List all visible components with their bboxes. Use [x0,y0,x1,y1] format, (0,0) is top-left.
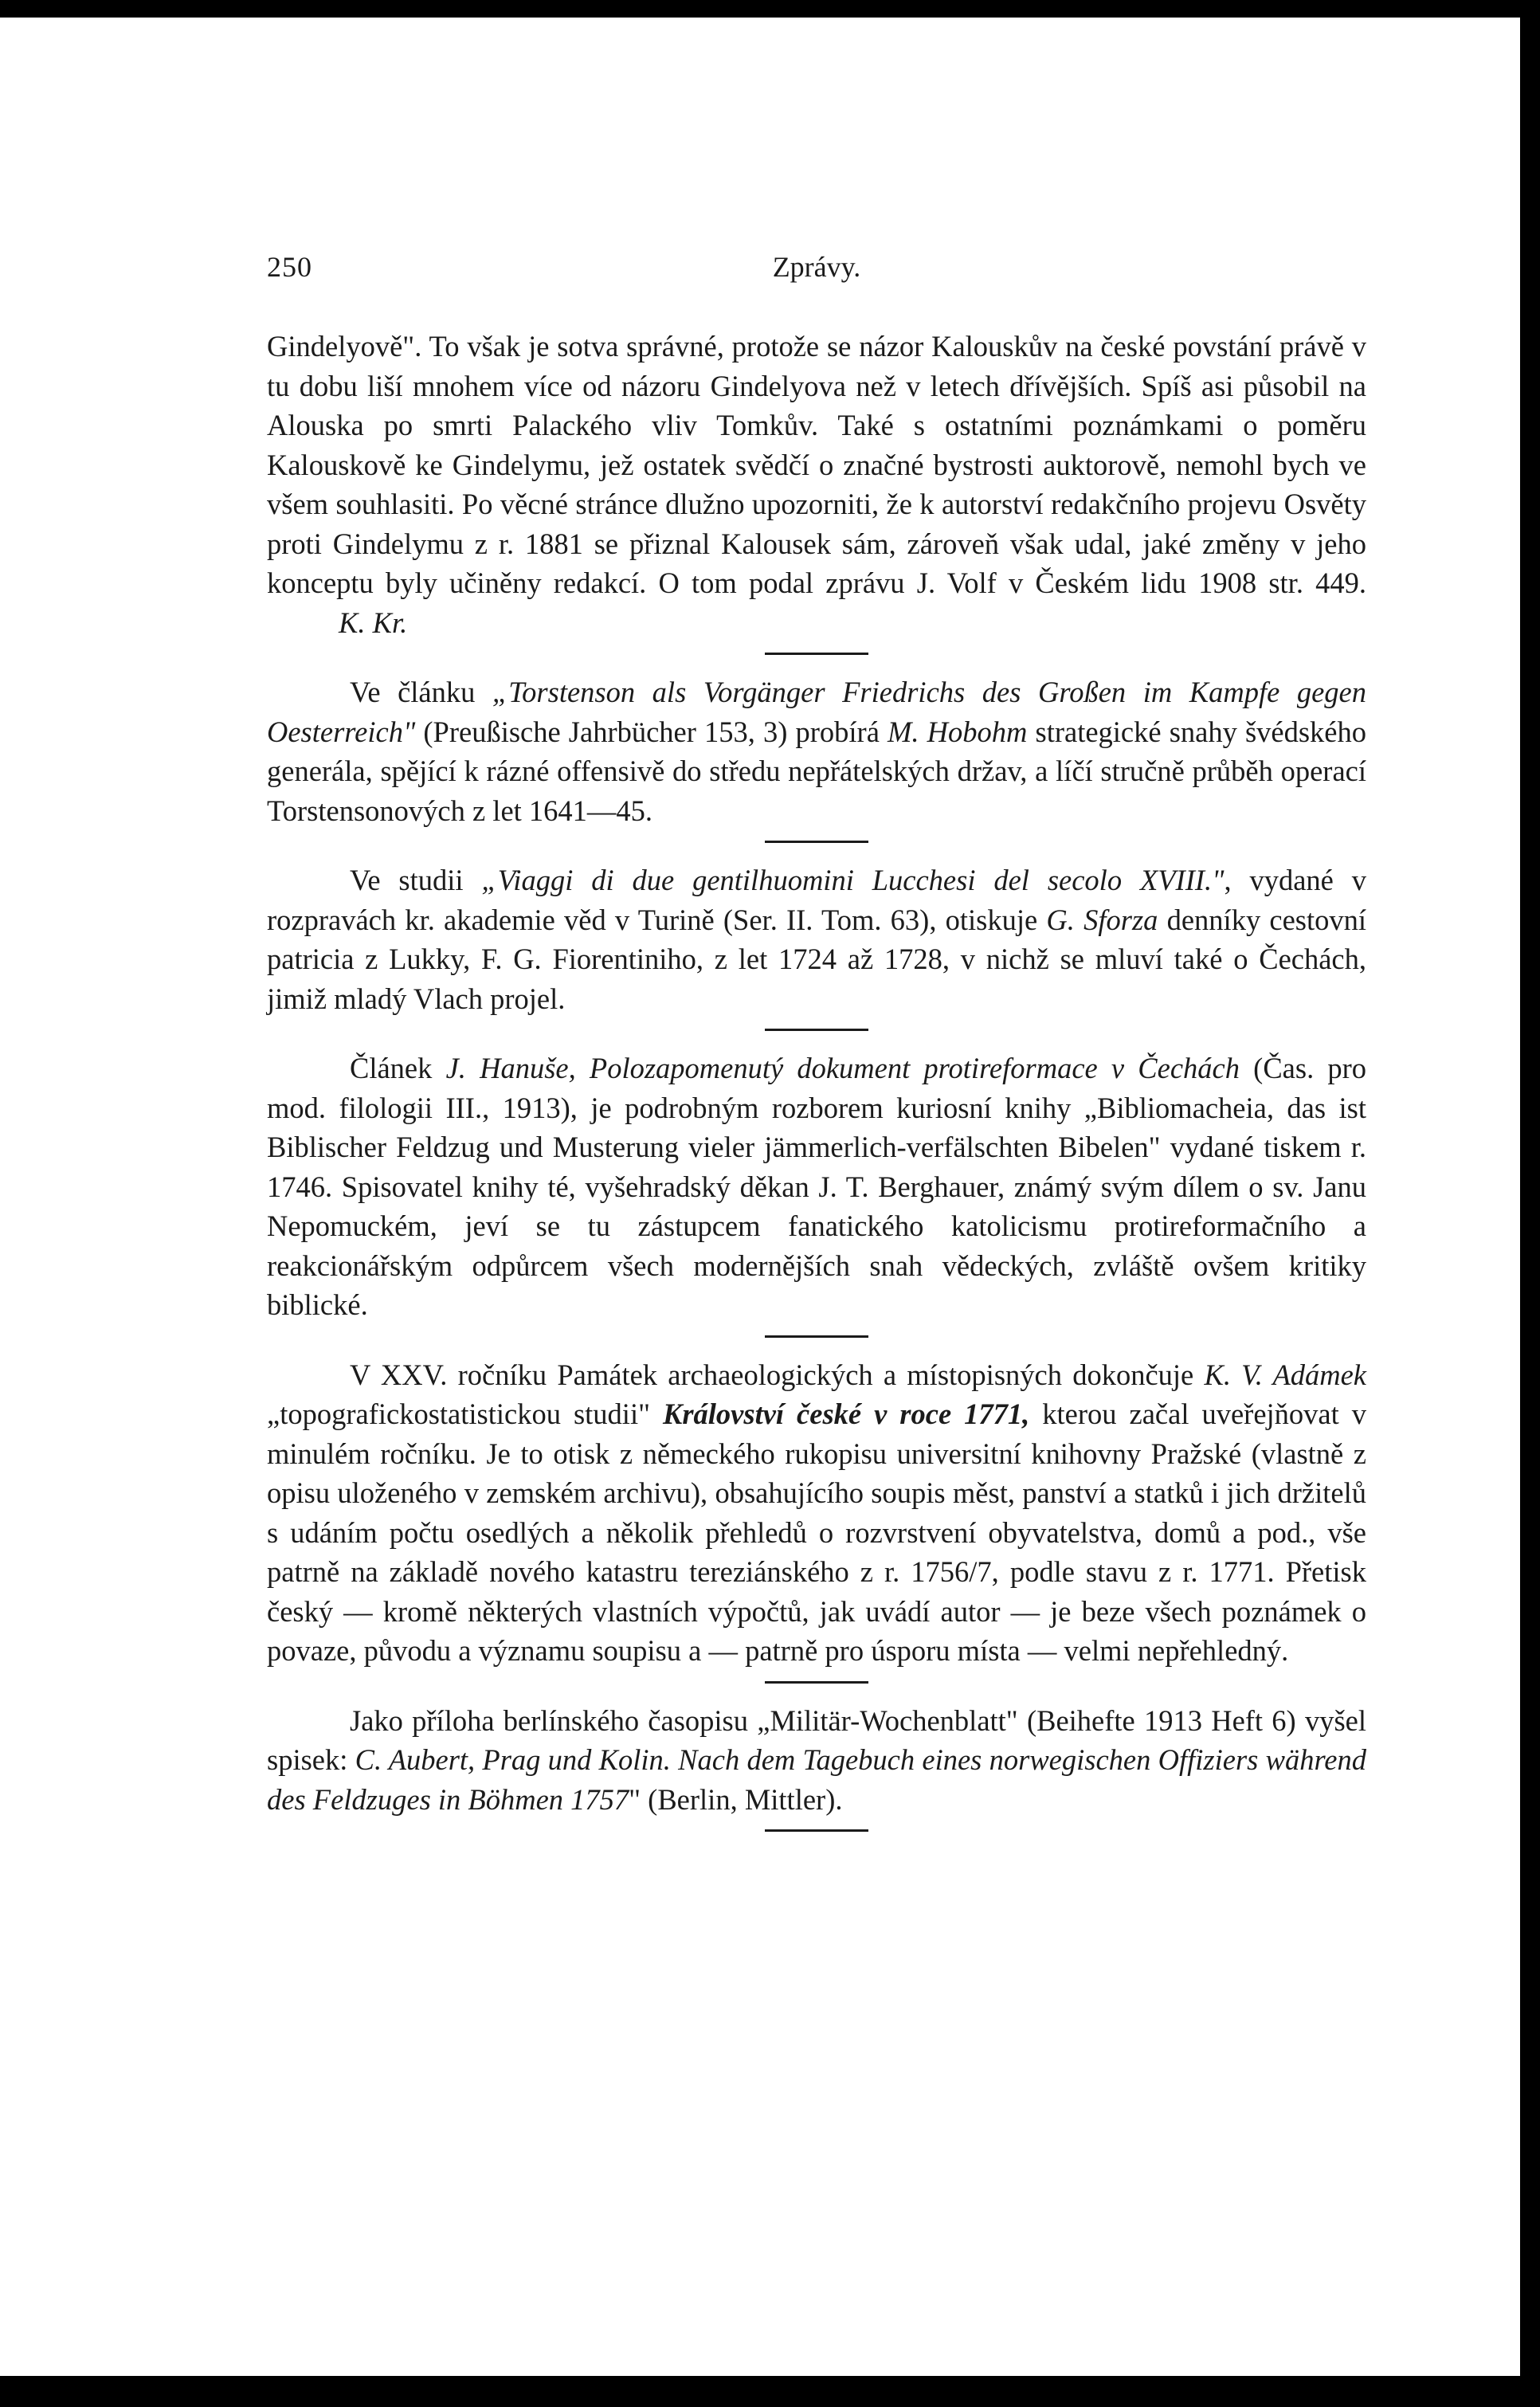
paragraph-viaggi [267,860,1366,1018]
separator-rule [765,1029,868,1031]
author-name: K. V. Adámek [1204,1358,1366,1391]
separator-rule [765,1681,868,1684]
text: V XXV. ročníku Památek archaeologických a místopisných dokončuje [350,1358,1194,1391]
text: Článek [350,1052,433,1084]
author-name: M. Hobohm [888,715,1028,748]
paragraph-text: Gindelyově". To však je sotva správné, protože se názor Kalouskův na české povstání právě v tu dobu liší mnohem více od názoru Gindelyova než v letech dřívějších. Spíš asi působil na Alouska po smrti Palackého vliv Tomkův. Také s ostatními poznámkami o poměru Kalouskově ke Gindelymu, jež ostatek svědčí o značné bystrosti auktorově, nemohl bych ve všem souhlasiti. Po věcné stránce dlužno upozorniti, že k autorství redakčního projevu Osvěty proti Gindelymu z r. 1881 se přiznal Kalousek sám, zároveň však udal, jaké změny v jeho konceptu byly učiněny redakcí. O tom podal zprávu J. Volf v Českém lidu 1908 str. 449. [267,330,1366,599]
text: Ve studii [350,864,464,896]
paragraph-adamek [267,1355,1366,1671]
text: Ve článku [350,676,476,708]
text: strategické snahy švédského generála, spějící k rázné offensivě do středu nepřátelských držav, a líčí stručně průběh operací Torstensonových z let 1641—45. [267,715,1367,827]
text: „topografickostatistickou studii" [267,1398,650,1430]
article-title: J. Hanuše, Polozapomenutý dokument protireformace v Čechách [445,1052,1240,1084]
separator-rule [765,841,868,843]
text: Jako příloha berlínského časopisu „Militär-Wochenblatt" (Beihefte 1913 Heft 6) vyšel spisek: [267,1703,1366,1776]
section-title: Zprávy. [772,251,861,283]
page-number: 250 [267,251,312,283]
text: , vydané v rozpravách kr. akademie věd v Turině (Ser. II. Tom. 63), otiskuje [267,864,1366,936]
paragraph-hanus [267,1049,1366,1325]
book-title: Království české v roce 1771, [662,1398,1030,1430]
paragraph-torstenson [267,672,1366,830]
paragraph-aubert [267,1701,1366,1820]
text: denníky cestovní patricia z Lukky, F. G. Fiorentiniho, z let 1724 až 1728, v nichž se mluví také o Čechách, jimiž mladý Vlach projel. [267,903,1367,1015]
article-title: „Torstenson als Vorgänger Friedrichs des Großen im Kampfe gegen Oesterreich" [267,676,1367,748]
scanned-page [0,18,1520,2376]
text: " (Berlin, Mittler). [629,1782,843,1816]
separator-rule [765,1335,868,1338]
separator-rule [765,653,868,655]
signature: K. Kr. [339,606,408,639]
text: (Preußische Jahrbücher 153, 3) probírá [423,715,880,748]
paragraph-gindely [267,327,1366,642]
book-title: C. Aubert, Prag und Kolin. Nach dem Tagebuch eines norwegischen Offiziers während des Feldzuges in Böhmen 1757 [267,1743,1366,1816]
article-title: „Viaggi di due gentilhuomini Lucchesi del secolo XVIII." [481,864,1225,896]
author-name: G. Sforza [1046,903,1158,936]
text: (Čas. pro mod. filologii III., 1913), je podrobným rozborem kuriosní knihy „Bibliomacheia, das ist Biblischer Feldzug und Musterung vieler jämmerlich-verfälschten Bibelen" vydané tiskem r. 1746. Spisovatel knihy té, vyšehradský děkan J. T. Berghauer, známý svým dílem o sv. Janu Nepomuckém, jeví se tu zástupcem fanatického katolicismu protireformačního a reakcionářským odpůrcem všech modernějších snah vědeckých, zvláště ovšem kritiky biblické. [267,1052,1367,1321]
running-header [267,247,1366,287]
text: kterou začal uveřejňovat v minulém ročníku. Je to otisk z německého rukopisu universitní knihovny Pražské (vlastně z opisu uloženého v zemském archivu), obsahujícího soupis měst, panství a statků i jich držitelů s udáním počtu osedlých a několik přehledů o rozvrstvení obyvatelstva, domů a pod., vše patrně na základě nového katastru tereziánského z r. 1756/7, podle stavu z r. 1771. Přetisk český — kromě některých vlastních výpočtů, jak uvádí autor — je beze všech poznámek o povaze, původu a významu soupisu a — patrně pro úsporu místa — velmi nepřehledný. [267,1398,1366,1667]
separator-rule [765,1829,868,1832]
page-body [267,327,1366,1849]
